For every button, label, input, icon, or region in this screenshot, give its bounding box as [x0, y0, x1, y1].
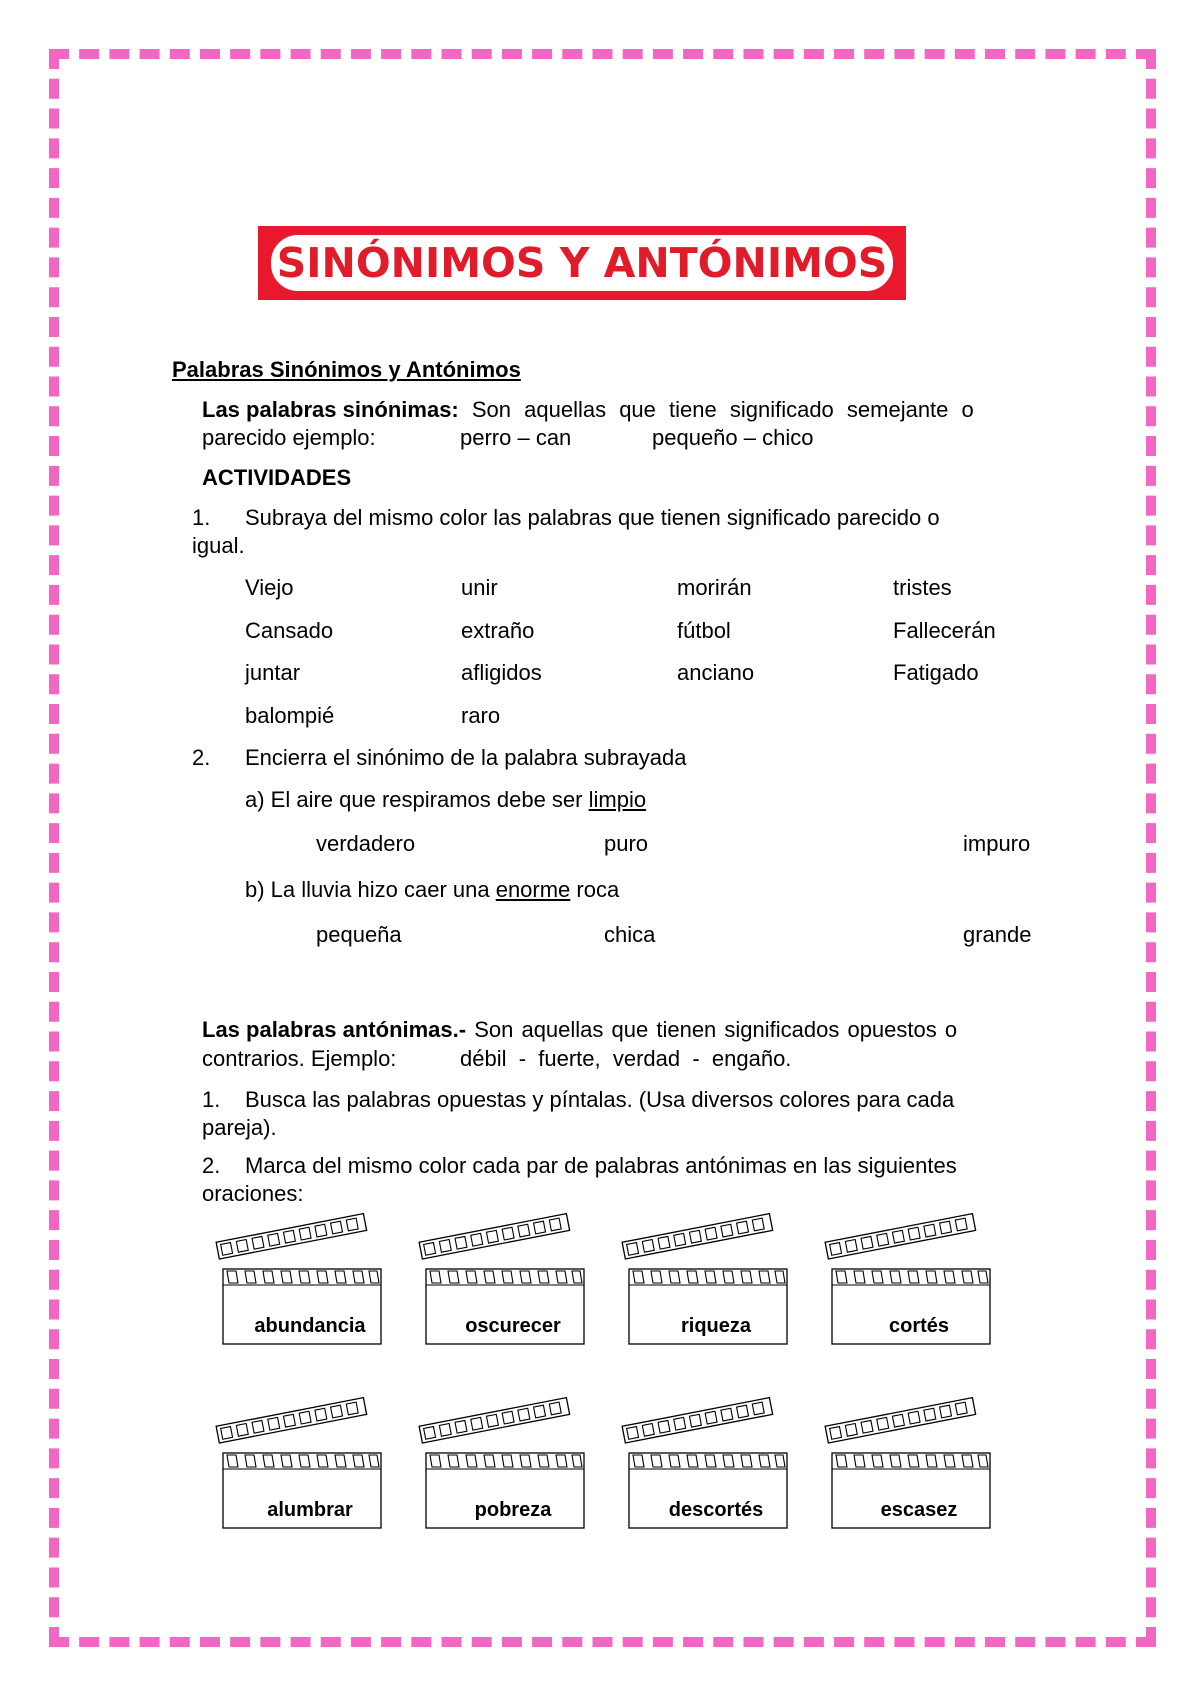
clapboard-label: alumbrar: [267, 1499, 353, 1521]
word-item: anciano: [677, 660, 755, 685]
antonyms-item-1-number: 1.: [202, 1087, 221, 1112]
activity-1-text-cont: igual.: [192, 533, 245, 558]
sentence-b-prefix: b) La lluvia hizo caer una: [245, 877, 496, 902]
clapboard-label: cortés: [888, 1315, 950, 1337]
clapboard: [823, 1212, 993, 1357]
clapboard-label: oscurecer: [465, 1315, 561, 1337]
clapboard: [823, 1396, 993, 1541]
antonyms-item-2-cont: oraciones:: [202, 1181, 304, 1206]
clapboard-label: riqueza: [680, 1315, 752, 1337]
word-item: raro: [461, 703, 501, 728]
sentence-a-prefix: a) El aire que respiramos debe ser: [245, 787, 589, 812]
option-a-3: impuro: [963, 831, 1031, 856]
word-item: balompié: [245, 703, 335, 728]
clapboard-label: abundancia: [254, 1315, 366, 1337]
antonyms-example: débil - fuerte, verdad - engaño.: [460, 1046, 792, 1071]
clapboard: [417, 1396, 587, 1541]
word-item: afligidos: [461, 660, 542, 685]
option-b-2: chica: [604, 922, 656, 947]
antonyms-term: Las palabras antónimas.-: [202, 1017, 467, 1042]
activities-label: ACTIVIDADES: [202, 465, 352, 490]
activity-2-text: Encierra el sinónimo de la palabra subrayada: [245, 745, 687, 770]
clapboard-label: pobreza: [474, 1499, 552, 1521]
synonyms-definition-text: Son aquellas que tiene significado semejante o: [458, 397, 974, 422]
synonyms-definition: [202, 396, 1035, 424]
activity-2-number: 2.: [192, 745, 211, 770]
word-item: extraño: [461, 618, 535, 643]
sentence-a: [245, 786, 646, 814]
word-item: unir: [461, 575, 498, 600]
activity-1-number: 1.: [192, 505, 211, 530]
antonyms-definition-line2: contrarios. Ejemplo:: [202, 1046, 397, 1071]
option-b-1: pequeña: [316, 922, 402, 947]
title-banner: [258, 226, 906, 300]
activity-1-text: Subraya del mismo color las palabras que tienen significado parecido o: [245, 505, 940, 530]
title-banner-inner: [268, 232, 896, 294]
word-item: tristes: [893, 575, 952, 600]
word-item: Fallecerán: [893, 618, 996, 643]
clapboard: [620, 1396, 790, 1541]
word-item: fútbol: [677, 618, 731, 643]
antonyms-item-1-cont: pareja).: [202, 1115, 277, 1140]
word-item: Cansado: [245, 618, 334, 643]
clapboard: [620, 1212, 790, 1357]
word-item: Viejo: [245, 575, 294, 600]
synonyms-example-1: perro – can: [460, 425, 572, 450]
synonyms-term: Las palabras sinónimas:: [202, 397, 459, 422]
clapboard-label: descortés: [668, 1499, 764, 1521]
option-a-1: verdadero: [316, 831, 416, 856]
antonyms-item-1-text: Busca las palabras opuestas y píntalas. (Usa diversos colores para cada: [245, 1087, 955, 1112]
sentence-b-suffix: roca: [570, 877, 620, 902]
sentence-b: [245, 876, 619, 904]
antonyms-definition-text: Son aquellas que tienen significados opuestos o: [466, 1017, 958, 1042]
option-b-3: grande: [963, 922, 1032, 947]
clapboard: [214, 1396, 384, 1541]
antonyms-item-2-number: 2.: [202, 1153, 221, 1178]
clapboard-label: escasez: [880, 1499, 958, 1521]
word-item: Fatigado: [893, 660, 979, 685]
clapboard: [417, 1212, 587, 1357]
page-title: SINÓNIMOS Y ANTÓNIMOS: [276, 239, 888, 287]
sentence-a-underlined-word: limpio: [588, 787, 647, 812]
clapboard: [214, 1212, 384, 1357]
option-a-2: puro: [604, 831, 649, 856]
section-heading: Palabras Sinónimos y Antónimos: [172, 357, 521, 382]
synonyms-example-2: pequeño – chico: [652, 425, 814, 450]
antonyms-definition: [202, 1016, 957, 1044]
word-item: morirán: [677, 575, 752, 600]
word-item: juntar: [245, 660, 301, 685]
sentence-b-underlined-word: enorme: [495, 877, 571, 902]
antonyms-item-2-text: Marca del mismo color cada par de palabras antónimas en las siguientes: [245, 1153, 957, 1178]
synonyms-definition-line2: parecido ejemplo:: [202, 425, 376, 450]
